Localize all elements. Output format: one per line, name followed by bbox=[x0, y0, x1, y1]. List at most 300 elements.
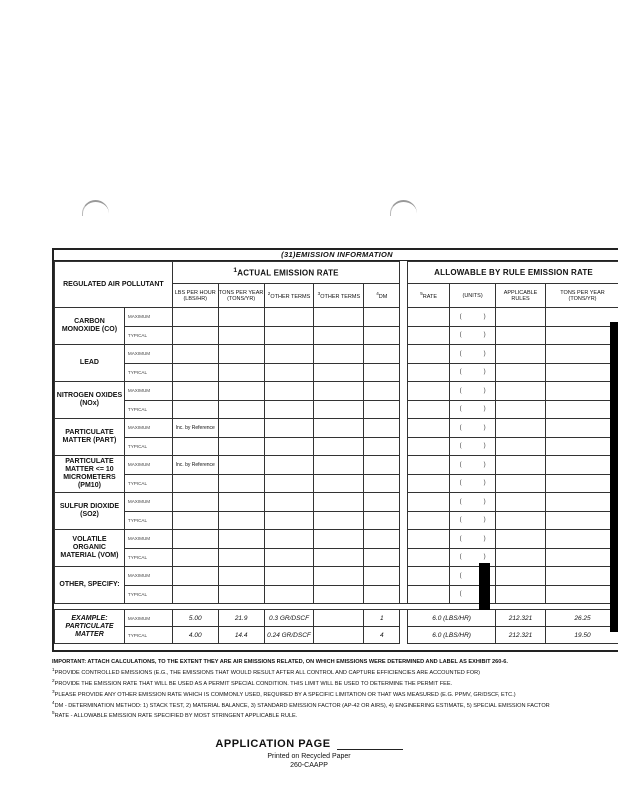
tons-per-year-cell[interactable] bbox=[218, 345, 264, 364]
other-terms-cell-2[interactable] bbox=[314, 585, 364, 604]
close-paren: ) bbox=[483, 461, 486, 468]
applicable-rules-cell[interactable] bbox=[496, 585, 546, 604]
rate-header bbox=[408, 284, 450, 308]
example-rate-text: 6.0 (LBS/HR) bbox=[432, 614, 471, 622]
lbs-per-hour-header bbox=[172, 284, 218, 308]
units-cell[interactable] bbox=[450, 493, 496, 512]
pollutant-name bbox=[55, 493, 125, 530]
pollutant-name bbox=[55, 530, 125, 567]
redaction-bar-1 bbox=[610, 322, 618, 632]
pollutant-name bbox=[55, 345, 125, 382]
lbs-per-hour-cell[interactable] bbox=[172, 548, 218, 567]
rate-header-sup: 5 bbox=[420, 291, 423, 297]
typical-label bbox=[124, 400, 172, 419]
footnote-1: $^1$PROVIDE CONTROLLED EMISSIONS (E.G., THE EMISSIONS THAT WOULD RESULT AFTER ALL CONTROL AND CAPTURE EFFICIENCIES ARE ACCOUNTED FOR) bbox=[52, 667, 480, 676]
allowable-tons-cell[interactable] bbox=[546, 548, 618, 567]
maximum-label bbox=[124, 308, 172, 327]
other-terms-cell-2[interactable] bbox=[314, 456, 364, 475]
other-terms-cell-2[interactable] bbox=[314, 511, 364, 530]
applicable-rules-cell[interactable] bbox=[496, 308, 546, 327]
dm-cell[interactable] bbox=[364, 456, 400, 475]
open-paren: ( bbox=[459, 350, 462, 357]
maximum-label bbox=[124, 493, 172, 512]
open-paren: ( bbox=[459, 591, 462, 598]
actual-emission-title: ACTUAL EMISSION RATE bbox=[237, 268, 339, 278]
dm-cell[interactable] bbox=[364, 382, 400, 401]
example-other-terms-2 bbox=[314, 627, 364, 644]
allowable-tons-cell[interactable] bbox=[546, 382, 618, 401]
footnote-4: $^4$DM - DETERMINATION METHOD: 1) STACK TEST, 2) MATERIAL BALANCE, 3) STANDARD EMISSION FACTOR (AP-42 OR AIRS), 4) ENGINEERING ESTIMATE, 5) SPECIAL EMISSION FACTOR bbox=[52, 699, 550, 709]
close-paren: ) bbox=[483, 498, 486, 505]
other-terms-cell-1[interactable] bbox=[264, 382, 314, 401]
emission-grid bbox=[54, 261, 618, 644]
other-terms-cell-2[interactable] bbox=[314, 345, 364, 364]
table-title: (31)EMISSION INFORMATION bbox=[54, 250, 618, 261]
row-label-text: TYPICAL bbox=[127, 406, 148, 412]
allowable-tons-cell[interactable] bbox=[546, 437, 618, 456]
dm-cell[interactable] bbox=[364, 419, 400, 438]
page-curl-right bbox=[390, 200, 417, 216]
dm-cell[interactable] bbox=[364, 493, 400, 512]
dm-cell[interactable] bbox=[364, 530, 400, 549]
tons-per-year-cell[interactable] bbox=[218, 493, 264, 512]
other-terms-cell-1[interactable] bbox=[264, 345, 314, 364]
tons-per-year-cell[interactable] bbox=[218, 585, 264, 604]
lbs-per-hour-cell[interactable] bbox=[172, 567, 218, 586]
example-rate bbox=[408, 627, 496, 644]
lbs-per-hour-header-text: LBS PER HOUR (LBS/HR) bbox=[174, 289, 216, 302]
rate-cell[interactable] bbox=[408, 493, 450, 512]
row-label-text: TYPICAL bbox=[127, 632, 148, 638]
other-terms-cell-2[interactable] bbox=[314, 474, 364, 493]
other-terms-cell-1[interactable] bbox=[264, 511, 314, 530]
example-tons-text: 21.9 bbox=[234, 614, 248, 622]
lbs-per-hour-cell[interactable] bbox=[172, 474, 218, 493]
other-terms-header-1-text: OTHER TERMS bbox=[270, 293, 311, 300]
allowable-tons-cell[interactable] bbox=[546, 474, 618, 493]
units-cell[interactable] bbox=[450, 530, 496, 549]
example-row bbox=[55, 610, 618, 627]
dm-cell[interactable] bbox=[364, 326, 400, 345]
regulated-pollutant-label: REGULATED AIR POLLUTANT bbox=[63, 280, 164, 288]
maximum-label bbox=[124, 456, 172, 475]
example-dm-text: 4 bbox=[379, 631, 384, 639]
table-row bbox=[55, 419, 618, 438]
column-gap bbox=[400, 610, 408, 627]
maximum-label bbox=[124, 419, 172, 438]
column-gap bbox=[400, 419, 408, 438]
dm-cell[interactable] bbox=[364, 308, 400, 327]
footnote-2: $^2$PROVIDE THE EMISSION RATE THAT WILL BE USED AS A PERMIT SPECIAL CONDITION. THIS LIMIT WILL BE USED TO DETERMINE THE PERMIT FEE. bbox=[52, 677, 453, 687]
other-terms-cell-1[interactable] bbox=[264, 493, 314, 512]
units-cell[interactable] bbox=[450, 345, 496, 364]
example-lbs bbox=[172, 627, 218, 644]
column-gap bbox=[400, 627, 408, 644]
example-rules bbox=[496, 627, 546, 644]
example-allowable-tons-text: 19.50 bbox=[574, 631, 591, 639]
lbs-per-hour-cell[interactable] bbox=[172, 326, 218, 345]
example-other-terms bbox=[264, 627, 314, 644]
typical-label bbox=[124, 437, 172, 456]
pollutant-name bbox=[55, 567, 125, 604]
other-terms-cell-1[interactable] bbox=[264, 474, 314, 493]
other-terms-cell-1[interactable] bbox=[264, 308, 314, 327]
dm-cell[interactable] bbox=[364, 567, 400, 586]
other-terms-header-2 bbox=[314, 284, 364, 308]
allowable-tons-cell[interactable] bbox=[546, 456, 618, 475]
actual-emission-header bbox=[172, 262, 399, 284]
example-allowable-tons bbox=[546, 610, 618, 627]
units-header bbox=[450, 284, 496, 308]
example-allowable-tons bbox=[546, 627, 618, 644]
applicable-rules-cell[interactable] bbox=[496, 474, 546, 493]
column-gap bbox=[400, 567, 408, 586]
pollutant-name-text: PARTICULATE MATTER (PART) bbox=[62, 429, 117, 444]
close-paren: ) bbox=[483, 406, 486, 413]
dm-cell[interactable] bbox=[364, 511, 400, 530]
dm-header-sup: 4 bbox=[376, 291, 379, 297]
dm-cell[interactable] bbox=[364, 345, 400, 364]
lbs-per-hour-cell[interactable] bbox=[172, 419, 218, 438]
maximum-label bbox=[124, 530, 172, 549]
pollutant-name-text: PARTICULATE MATTER <= 10 MICROMETERS (PM10) bbox=[63, 458, 116, 489]
units-cell[interactable] bbox=[450, 419, 496, 438]
units-cell[interactable] bbox=[450, 363, 496, 382]
lbs-per-hour-cell[interactable] bbox=[172, 437, 218, 456]
other-terms-cell-2[interactable] bbox=[314, 437, 364, 456]
applicable-rules-cell[interactable] bbox=[496, 382, 546, 401]
row-label-text: TYPICAL bbox=[127, 517, 148, 523]
units-cell[interactable] bbox=[450, 511, 496, 530]
other-terms-cell-2[interactable] bbox=[314, 419, 364, 438]
dm-cell[interactable] bbox=[364, 585, 400, 604]
typical-label bbox=[124, 326, 172, 345]
example-rate bbox=[408, 610, 496, 627]
column-gap bbox=[400, 363, 408, 382]
tons-per-year-header bbox=[218, 284, 264, 308]
rate-cell[interactable] bbox=[408, 308, 450, 327]
application-page-label: APPLICATION PAGE bbox=[0, 738, 618, 750]
applicable-rules-header bbox=[496, 284, 546, 308]
allowable-tons-cell[interactable] bbox=[546, 567, 618, 586]
tons-per-year-cell[interactable] bbox=[218, 474, 264, 493]
example-dm-text: 1 bbox=[379, 614, 384, 622]
other-terms-cell-1[interactable] bbox=[264, 437, 314, 456]
reference-text: Inc. by Reference bbox=[175, 461, 215, 468]
allowable-tons-cell[interactable] bbox=[546, 511, 618, 530]
allowable-tons-cell[interactable] bbox=[546, 585, 618, 604]
close-paren: ) bbox=[483, 313, 486, 320]
applicable-rules-cell[interactable] bbox=[496, 345, 546, 364]
pollutant-name bbox=[55, 456, 125, 493]
table-row bbox=[55, 326, 618, 345]
pollutant-name bbox=[55, 308, 125, 345]
applicable-rules-cell[interactable] bbox=[496, 511, 546, 530]
example-label bbox=[55, 610, 125, 644]
other-terms-cell-2[interactable] bbox=[314, 382, 364, 401]
tons-per-year-cell[interactable] bbox=[218, 308, 264, 327]
lbs-per-hour-cell[interactable] bbox=[172, 585, 218, 604]
example-dm bbox=[364, 627, 400, 644]
other-terms-header-2-sup: 3 bbox=[317, 291, 321, 297]
row-label-text: MAXIMUM bbox=[127, 536, 151, 542]
rate-cell[interactable] bbox=[408, 456, 450, 475]
close-paren: ) bbox=[483, 332, 486, 339]
applicable-rules-cell[interactable] bbox=[496, 567, 546, 586]
open-paren: ( bbox=[459, 461, 462, 468]
emission-information-table bbox=[52, 248, 618, 652]
other-terms-cell-1[interactable] bbox=[264, 419, 314, 438]
row-label-text: TYPICAL bbox=[127, 480, 148, 486]
column-gap bbox=[400, 585, 408, 604]
footnote-5: $^5$RATE - ALLOWABLE EMISSION RATE SPECIFIED BY MOST STRINGENT APPLICABLE RULE. bbox=[52, 710, 298, 720]
other-terms-header-1 bbox=[264, 284, 314, 308]
column-gap bbox=[400, 530, 408, 549]
row-label-text: TYPICAL bbox=[127, 591, 148, 597]
other-terms-cell-2[interactable] bbox=[314, 400, 364, 419]
reference-text: Inc. by Reference bbox=[175, 424, 215, 431]
rate-cell[interactable] bbox=[408, 437, 450, 456]
open-paren: ( bbox=[459, 517, 462, 524]
table-row bbox=[55, 548, 618, 567]
pollutant-name-text: LEAD bbox=[79, 359, 99, 366]
row-label-text: MAXIMUM bbox=[127, 499, 151, 505]
row-label-text: MAXIMUM bbox=[127, 615, 151, 621]
other-terms-cell-1[interactable] bbox=[264, 326, 314, 345]
row-label-text: TYPICAL bbox=[127, 369, 148, 375]
lbs-per-hour-cell[interactable] bbox=[172, 456, 218, 475]
tons-per-year-header-text: TONS PER YEAR (TONS/YR) bbox=[218, 289, 264, 302]
other-terms-cell-2[interactable] bbox=[314, 493, 364, 512]
example-tons-text: 14.4 bbox=[234, 631, 248, 639]
column-gap bbox=[400, 474, 408, 493]
rate-cell[interactable] bbox=[408, 326, 450, 345]
other-terms-header-2-text: OTHER TERMS bbox=[320, 293, 361, 300]
allowable-tons-cell[interactable] bbox=[546, 308, 618, 327]
units-cell[interactable] bbox=[450, 326, 496, 345]
lbs-per-hour-cell[interactable] bbox=[172, 511, 218, 530]
rate-cell[interactable] bbox=[408, 585, 450, 604]
row-label-text: MAXIMUM bbox=[127, 425, 151, 431]
lbs-per-hour-cell[interactable] bbox=[172, 493, 218, 512]
rate-cell[interactable] bbox=[408, 363, 450, 382]
other-terms-cell-1[interactable] bbox=[264, 530, 314, 549]
redaction-bar-2 bbox=[479, 563, 490, 610]
lbs-per-hour-cell[interactable] bbox=[172, 400, 218, 419]
open-paren: ( bbox=[459, 554, 462, 561]
units-cell[interactable] bbox=[450, 474, 496, 493]
other-terms-cell-2[interactable] bbox=[314, 567, 364, 586]
pollutant-name bbox=[55, 382, 125, 419]
applicable-rules-cell[interactable] bbox=[496, 456, 546, 475]
allowable-emission-title: ALLOWABLE BY RULE EMISSION RATE bbox=[434, 268, 593, 277]
close-paren: ) bbox=[483, 350, 486, 357]
lbs-per-hour-cell[interactable] bbox=[172, 345, 218, 364]
allowable-tons-cell[interactable] bbox=[546, 363, 618, 382]
column-gap bbox=[400, 456, 408, 475]
column-gap bbox=[400, 548, 408, 567]
column-gap bbox=[400, 400, 408, 419]
close-paren: ) bbox=[483, 424, 486, 431]
rate-cell[interactable] bbox=[408, 548, 450, 567]
tons-per-year-cell[interactable] bbox=[218, 511, 264, 530]
table-row bbox=[55, 437, 618, 456]
other-terms-cell-1[interactable] bbox=[264, 400, 314, 419]
units-cell[interactable] bbox=[450, 308, 496, 327]
pollutant-name-text: NITROGEN OXIDES (NOx) bbox=[56, 392, 123, 407]
example-dm bbox=[364, 610, 400, 627]
allowable-tons-cell[interactable] bbox=[546, 493, 618, 512]
example-other-terms-text: 0.24 GR/DSCF bbox=[267, 631, 311, 639]
tons-per-year-cell[interactable] bbox=[218, 363, 264, 382]
other-terms-cell-2[interactable] bbox=[314, 308, 364, 327]
example-rate-text: 6.0 (LBS/HR) bbox=[432, 631, 471, 639]
close-paren: ) bbox=[483, 480, 486, 487]
lbs-per-hour-cell[interactable] bbox=[172, 308, 218, 327]
table-row bbox=[55, 308, 618, 327]
pollutant-name bbox=[55, 419, 125, 456]
tons-per-year-cell[interactable] bbox=[218, 419, 264, 438]
applicable-rules-cell[interactable] bbox=[496, 530, 546, 549]
dm-cell[interactable] bbox=[364, 400, 400, 419]
dm-cell[interactable] bbox=[364, 548, 400, 567]
allowable-tons-cell[interactable] bbox=[546, 326, 618, 345]
maximum-label bbox=[124, 567, 172, 586]
tons-per-year-cell[interactable] bbox=[218, 548, 264, 567]
table-row bbox=[55, 511, 618, 530]
pollutant-name-text: SULFUR DIOXIDE (SO2) bbox=[59, 503, 120, 518]
rate-cell[interactable] bbox=[408, 419, 450, 438]
other-terms-cell-2[interactable] bbox=[314, 530, 364, 549]
row-label-text: TYPICAL bbox=[127, 443, 148, 449]
regulated-pollutant-header bbox=[55, 262, 173, 308]
applicable-rules-cell[interactable] bbox=[496, 437, 546, 456]
dm-cell[interactable] bbox=[364, 363, 400, 382]
applicable-rules-cell[interactable] bbox=[496, 419, 546, 438]
tons-per-year-cell[interactable] bbox=[218, 530, 264, 549]
tons-per-year-cell[interactable] bbox=[218, 567, 264, 586]
units-cell[interactable] bbox=[450, 456, 496, 475]
other-terms-cell-1[interactable] bbox=[264, 456, 314, 475]
other-terms-cell-2[interactable] bbox=[314, 326, 364, 345]
row-label-text: MAXIMUM bbox=[127, 462, 151, 468]
units-header-text: (UNITS) bbox=[462, 292, 483, 299]
printed-on-recycled-paper: Printed on Recycled Paper bbox=[267, 753, 351, 760]
allowable-tons-header bbox=[546, 284, 618, 308]
other-terms-cell-2[interactable] bbox=[314, 548, 364, 567]
allowable-tons-cell[interactable] bbox=[546, 530, 618, 549]
actual-sup: 1 bbox=[233, 267, 238, 275]
applicable-rules-cell[interactable] bbox=[496, 400, 546, 419]
typical-label bbox=[124, 511, 172, 530]
lbs-per-hour-cell[interactable] bbox=[172, 530, 218, 549]
tons-per-year-cell[interactable] bbox=[218, 326, 264, 345]
other-terms-cell-1[interactable] bbox=[264, 548, 314, 567]
example-other-terms-2 bbox=[314, 610, 364, 627]
rate-cell[interactable] bbox=[408, 567, 450, 586]
page-curl-left bbox=[82, 200, 109, 216]
form-code: 260-CAAPP bbox=[290, 762, 328, 769]
units-cell[interactable] bbox=[450, 400, 496, 419]
open-paren: ( bbox=[459, 369, 462, 376]
other-terms-cell-1[interactable] bbox=[264, 363, 314, 382]
dm-cell[interactable] bbox=[364, 437, 400, 456]
rate-cell[interactable] bbox=[408, 382, 450, 401]
typical-label bbox=[124, 363, 172, 382]
allowable-emission-header bbox=[408, 262, 618, 284]
close-paren: ) bbox=[483, 369, 486, 376]
close-paren: ) bbox=[483, 443, 486, 450]
applicable-rules-cell[interactable] bbox=[496, 493, 546, 512]
column-gap bbox=[400, 308, 408, 327]
applicable-rules-cell[interactable] bbox=[496, 326, 546, 345]
allowable-tons-cell[interactable] bbox=[546, 400, 618, 419]
other-terms-header-1-sup: 2 bbox=[267, 291, 271, 297]
example-rules-text: 212.321 bbox=[508, 631, 533, 639]
rate-cell[interactable] bbox=[408, 400, 450, 419]
open-paren: ( bbox=[459, 480, 462, 487]
allowable-tons-cell[interactable] bbox=[546, 419, 618, 438]
page-number-blank bbox=[337, 740, 403, 750]
rate-cell[interactable] bbox=[408, 474, 450, 493]
table-row bbox=[55, 382, 618, 401]
column-gap bbox=[400, 262, 408, 308]
column-gap bbox=[400, 511, 408, 530]
applicable-rules-cell[interactable] bbox=[496, 548, 546, 567]
example-allowable-tons-text: 26.25 bbox=[574, 614, 591, 622]
footnote-3: $^3$PLEASE PROVIDE ANY OTHER EMISSION RATE WHICH IS COMMONLY USED, REQUIRED BY A SPECIFIC LIMITATION OR THAT WAS MEASURED (E.G. PPMV, GR/DSCF, ETC.) bbox=[52, 688, 516, 698]
table-row bbox=[55, 585, 618, 604]
example-lbs bbox=[172, 610, 218, 627]
lbs-per-hour-cell[interactable] bbox=[172, 363, 218, 382]
applicable-rules-cell[interactable] bbox=[496, 363, 546, 382]
tons-per-year-cell[interactable] bbox=[218, 456, 264, 475]
close-paren: ) bbox=[483, 517, 486, 524]
table-row bbox=[55, 345, 618, 364]
rate-header-text: RATE bbox=[422, 293, 438, 300]
rate-cell[interactable] bbox=[408, 511, 450, 530]
open-paren: ( bbox=[459, 424, 462, 431]
tons-per-year-cell[interactable] bbox=[218, 437, 264, 456]
pollutant-name-text: OTHER, SPECIFY: bbox=[59, 581, 120, 588]
example-other-terms-text: 0.3 GR/DSCF bbox=[268, 614, 310, 622]
lbs-per-hour-cell[interactable] bbox=[172, 382, 218, 401]
rate-cell[interactable] bbox=[408, 530, 450, 549]
rate-cell[interactable] bbox=[408, 345, 450, 364]
maximum-label bbox=[124, 345, 172, 364]
table-row bbox=[55, 400, 618, 419]
table-row bbox=[55, 567, 618, 586]
open-paren: ( bbox=[459, 498, 462, 505]
pollutant-name-text: VOLATILE ORGANIC MATERIAL (VOM) bbox=[60, 536, 119, 559]
allowable-tons-cell[interactable] bbox=[546, 345, 618, 364]
units-cell[interactable] bbox=[450, 437, 496, 456]
other-terms-cell-2[interactable] bbox=[314, 363, 364, 382]
row-label-text: MAXIMUM bbox=[127, 388, 151, 394]
other-terms-cell-1[interactable] bbox=[264, 585, 314, 604]
example-label-text: EXAMPLE: PARTICULATE MATTER bbox=[65, 614, 114, 638]
open-paren: ( bbox=[459, 443, 462, 450]
close-paren: ) bbox=[483, 387, 486, 394]
units-cell[interactable] bbox=[450, 382, 496, 401]
dm-header bbox=[364, 284, 400, 308]
dm-cell[interactable] bbox=[364, 474, 400, 493]
tons-per-year-cell[interactable] bbox=[218, 382, 264, 401]
example-lbs-text: 4.00 bbox=[188, 631, 202, 639]
other-terms-cell-1[interactable] bbox=[264, 567, 314, 586]
tons-per-year-cell[interactable] bbox=[218, 400, 264, 419]
column-gap bbox=[400, 345, 408, 364]
